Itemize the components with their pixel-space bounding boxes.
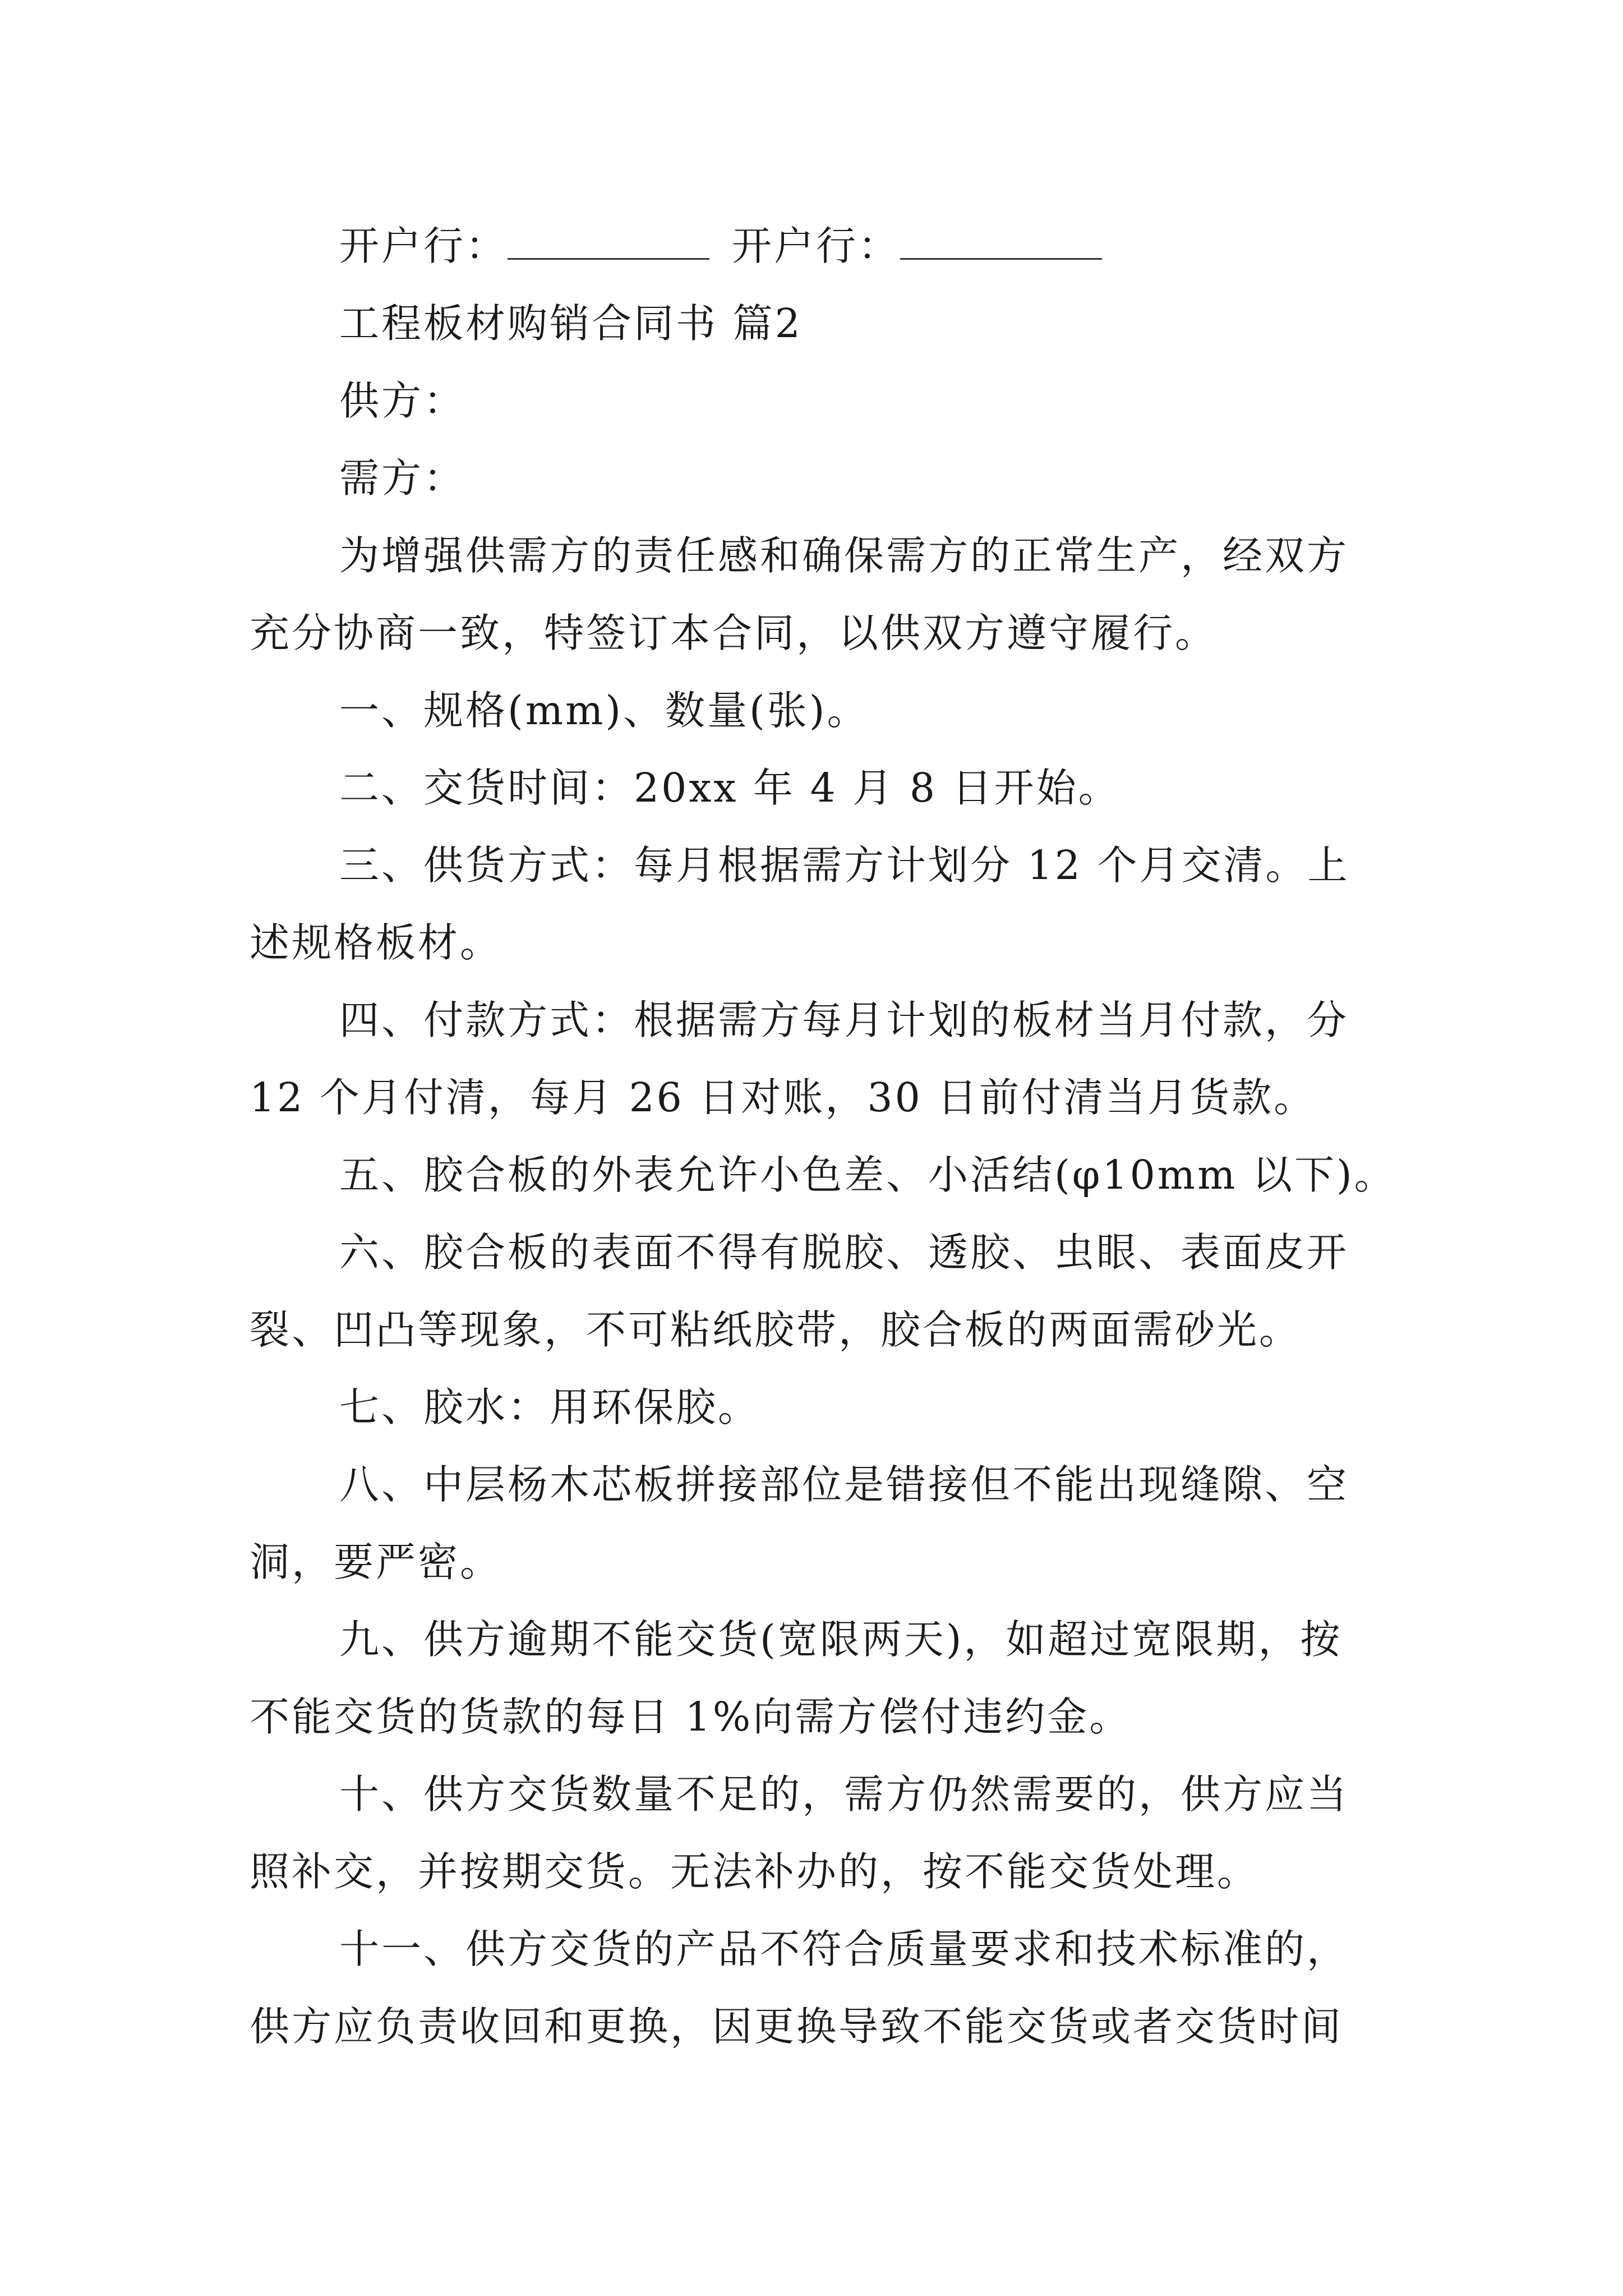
buyer-label: 需方： [339,455,466,501]
clause-4 [250,982,1380,1137]
intro-line: 为增强供需方的责任感和确保需方的正常生产，经双方 [339,532,1349,579]
clause-line: 供方应负责收回和更换，因更换导致不能交货或者交货时间 [250,2003,1344,2050]
clause-line: 七、胶水：用环保胶。 [339,1384,760,1430]
clause-line: 九、供方逾期不能交货(宽限两天)，如超过宽限期，按 [339,1616,1343,1663]
intro-line: 充分协商一致，特签订本合同，以供双方遵守履行。 [250,610,1218,656]
clause-3 [250,827,1380,982]
bank-label-buyer: 开户行： [732,223,901,269]
clause-line: 八、中层杨木芯板拼接部位是错接但不能出现缝隙、空 [339,1461,1349,1508]
clause-2 [250,749,1380,827]
clause-7 [250,1369,1380,1446]
clause-1 [250,672,1380,749]
clause-10 [250,1756,1380,1911]
clause-line: 照补交，并按期交货。无法补办的，按不能交货处理。 [250,1848,1260,1895]
clause-line: 五、胶合板的外表允许小色差、小活结(φ10mm 以下)。 [339,1152,1396,1198]
clause-9 [250,1601,1380,1756]
clause-line: 一、规格(mm)、数量(张)。 [339,687,869,734]
intro-paragraph [250,517,1380,672]
bank-label-supplier: 开户行： [339,223,508,269]
clause-line: 六、胶合板的表面不得有脱胶、透胶、虫眼、表面皮开 [339,1229,1349,1276]
clause-line: 述规格板材。 [250,919,502,966]
clause-6 [250,1214,1380,1369]
section-title: 工程板材购销合同书 篇2 [339,300,803,347]
clause-line: 十、供方交货数量不足的，需方仍然需要的，供方应当 [339,1771,1349,1818]
clause-line: 洞，要严密。 [250,1539,502,1585]
supplier-label: 供方： [339,378,466,424]
document-body [250,208,1396,2065]
bank-blank-buyer [900,221,1102,260]
clause-line: 十一、供方交货的产品不符合质量要求和技术标准的， [339,1926,1349,1972]
clause-11 [250,1911,1380,2065]
bank-blank-supplier [508,221,709,260]
clause-line: 三、供货方式：每月根据需方计划分 12 个月交清。上 [339,842,1350,889]
clause-5 [250,1137,1396,1214]
bank-line [250,208,1380,285]
clause-line: 四、付款方式：根据需方每月计划的板材当月付款，分 [339,997,1349,1043]
clause-line: 12 个月付清，每月 26 日对账，30 日前付清当月货款。 [250,1074,1316,1121]
clause-8 [250,1446,1380,1601]
clause-line: 裂、凹凸等现象，不可粘纸胶带，胶合板的两面需砂光。 [250,1306,1302,1353]
clause-line: 不能交货的货款的每日 1%向需方偿付违约金。 [250,1694,1132,1740]
clause-line: 二、交货时间：20xx 年 4 月 8 日开始。 [339,765,1121,811]
